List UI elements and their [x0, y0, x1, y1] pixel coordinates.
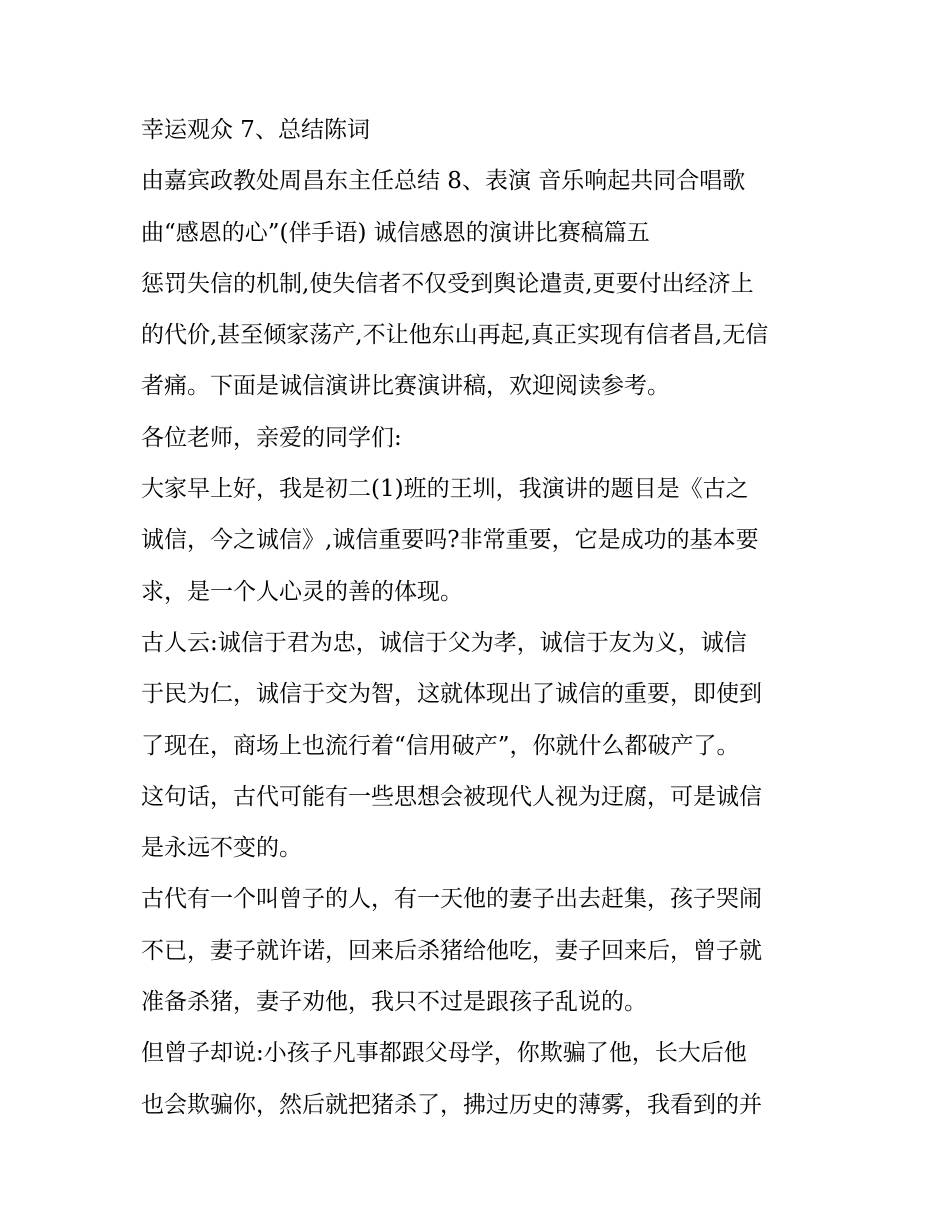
text-line: 大家早上好，我是初二(1)班的王圳，我演讲的题目是《古之	[141, 476, 749, 503]
text-line: 也会欺骗你，然后就把猪杀了，拂过历史的薄雾，我看到的并	[141, 1091, 762, 1118]
text-line: 诚信，今之诚信》,诚信重要吗?非常重要，它是成功的基本要	[141, 527, 759, 554]
text-line: 幸运观众 7、总结陈词	[141, 117, 370, 143]
text-line: 古人云:诚信于君为忠，诚信于父为孝，诚信于友为义，诚信	[141, 629, 747, 656]
text-line: 古代有一个叫曾子的人，有一天他的妻子出去赶集，孩子哭闹	[141, 886, 762, 913]
text-line: 准备杀猪，妻子劝他，我只不过是跟孩子乱说的。	[141, 989, 647, 1016]
text-line: 这句话，古代可能有一些思想会被现代人视为迂腐，可是诚信	[141, 783, 762, 810]
text-line: 求，是一个人心灵的善的体现。	[141, 578, 463, 605]
text-line: 惩罚失信的机制,使失信者不仅受到舆论遣责,更要付出经济上	[141, 270, 754, 297]
text-line: 是永远不变的。	[141, 835, 302, 862]
text-line: 不已，妻子就许诺，回来后杀猪给他吃，妻子回来后，曾子就	[141, 937, 762, 964]
text-line: 各位老师，亲爱的同学们:	[141, 424, 402, 451]
text-line: 由嘉宾政教处周昌东主任总结 8、表演 音乐响起共同合唱歌	[141, 168, 746, 195]
text-line: 于民为仁，诚信于交为智，这就体现出了诚信的重要，即使到	[141, 681, 762, 708]
text-line: 的代价,甚至倾家荡产,不让他东山再起,真正实现有信者昌,无信	[141, 322, 769, 349]
text-line: 曲“感恩的心”(伴手语) 诚信感恩的演讲比赛稿篇五	[141, 219, 650, 246]
text-line: 了现在，商场上也流行着“信用破产”，你就什么都破产了。	[141, 732, 740, 759]
text-line: 但曾子却说:小孩子凡事都跟父母学，你欺骗了他，长大后他	[141, 1040, 747, 1067]
document-body	[141, 110, 821, 1136]
text-line: 者痛。下面是诚信演讲比赛演讲稿，欢迎阅读参考。	[141, 373, 670, 400]
